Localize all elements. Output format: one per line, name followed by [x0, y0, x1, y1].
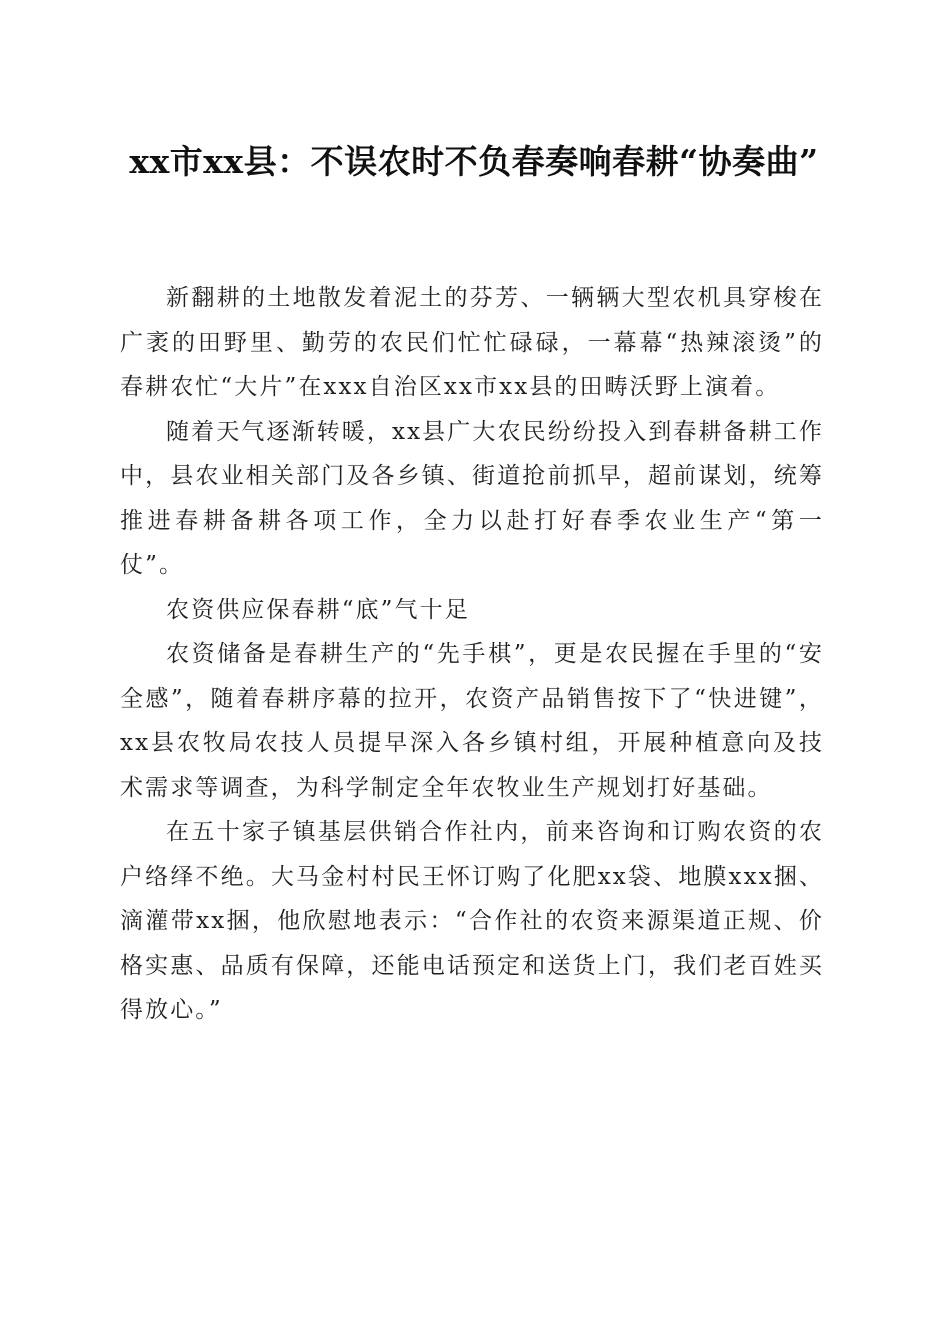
document-body: [120, 276, 824, 1033]
paragraph-intro: 新翻耕的土地散发着泥土的芬芳、一辆辆大型农机具穿梭在广袤的田野里、勤劳的农民们忙忙碌碌，一幕幕“热辣滚烫”的春耕农忙“大片”在xxx自治区xx市xx县的田畴沃野上演着。: [120, 285, 824, 400]
paragraph-cooperative: 在五十家子镇基层供销合作社内，前来咨询和订购农资的农户络绎不绝。大马金村村民王怀订购了化肥xx袋、地膜xxx捆、滴灌带xx捆，他欣慰地表示：“合作社的农资来源渠道正规、价格实惠、品质有保障，还能电话预定和送货上门，我们老百姓买得放心。”: [120, 819, 824, 1023]
document-title: xx市xx县：不误农时不负春奏响春耕“协奏曲”: [129, 142, 819, 181]
paragraph-supplies: 农资储备是春耕生产的“先手棋”，更是农民握在手里的“安全感”，随着春耕序幕的拉开，农资产品销售按下了“快进键”，xx县农牧局农技人员提早深入各乡镇村组，开展种植意向及技术需求等调查，为科学制定全年农牧业生产规划打好基础。: [120, 641, 824, 801]
section-subheading: 农资供应保春耕“底”气十足: [166, 596, 470, 623]
paragraph-preparation: 随着天气逐渐转暖，xx县广大农民纷纷投入到春耕备耕工作中，县农业相关部门及各乡镇、街道抢前抓早，超前谋划，统筹推进春耕备耕各项工作，全力以赴打好春季农业生产“第一仗”。: [120, 418, 824, 578]
